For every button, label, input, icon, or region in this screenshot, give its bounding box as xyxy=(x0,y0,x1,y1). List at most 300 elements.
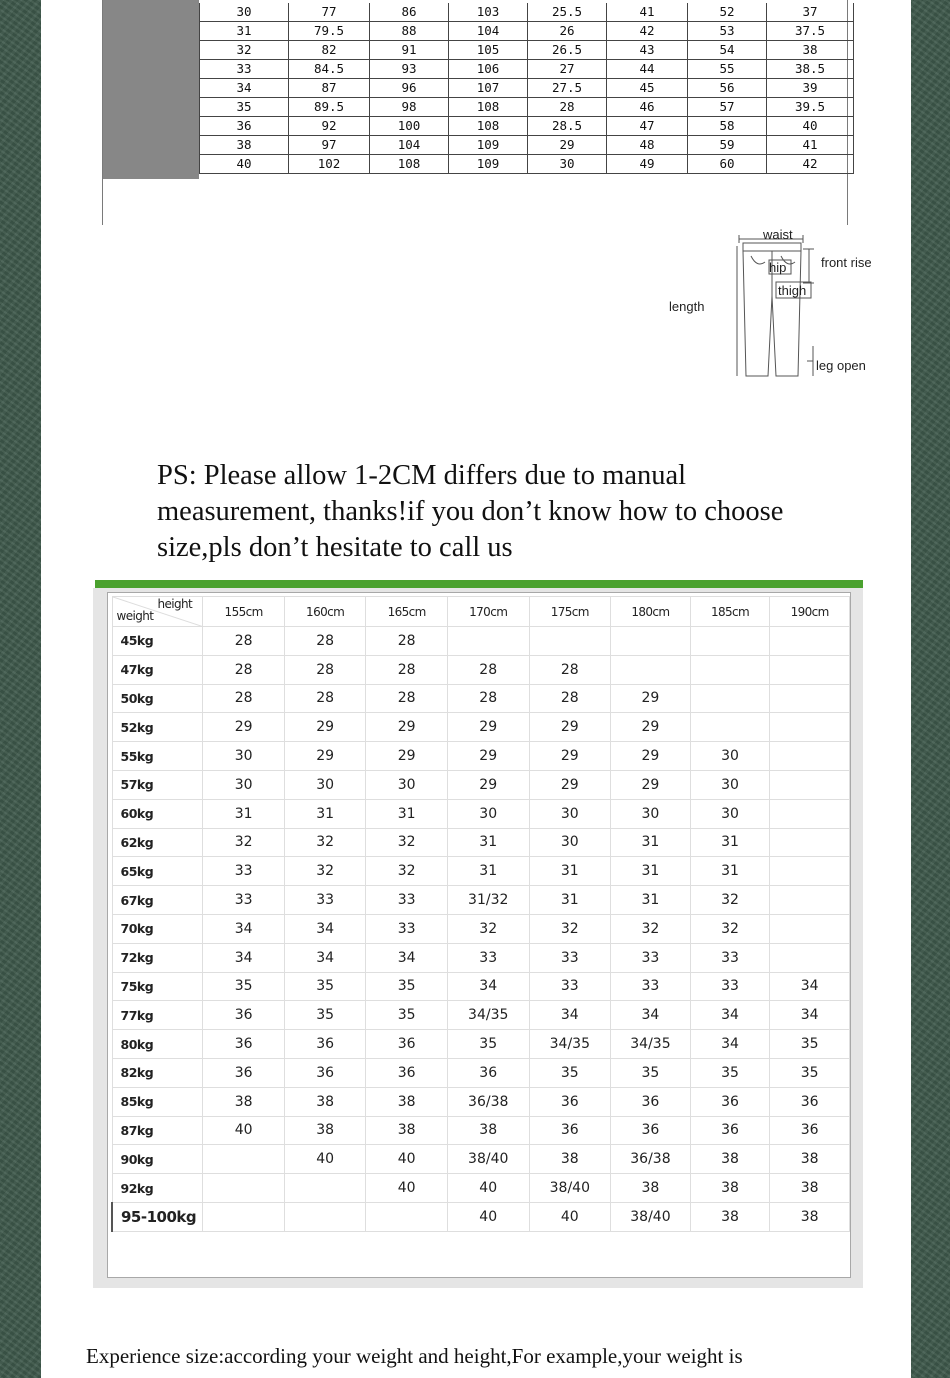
size-value-cell: 38 xyxy=(447,1116,529,1145)
size-value-cell: 35 xyxy=(284,972,366,1001)
size-value-cell: 36 xyxy=(366,1058,448,1087)
size-chart-row xyxy=(112,1087,850,1116)
measurement-cell: 102 xyxy=(289,155,370,174)
size-value-cell xyxy=(770,857,850,886)
size-value-cell: 28 xyxy=(447,655,529,684)
measurement-cell: 77 xyxy=(289,3,370,22)
size-value-cell: 38 xyxy=(366,1116,448,1145)
height-header-cell: 175cm xyxy=(529,597,611,627)
weight-label-cell: 72kg xyxy=(112,943,203,972)
measurement-cell: 108 xyxy=(370,155,449,174)
height-header-cell: 180cm xyxy=(611,597,691,627)
measurement-cell: 104 xyxy=(370,136,449,155)
weight-label-cell: 67kg xyxy=(112,886,203,915)
size-value-cell: 29 xyxy=(611,713,691,742)
hip-label: hip xyxy=(769,260,787,275)
size-value-cell: 35 xyxy=(770,1030,850,1059)
size-value-cell: 36 xyxy=(529,1116,611,1145)
height-header-cell: 155cm xyxy=(203,597,285,627)
measurement-cell: 56 xyxy=(688,79,767,98)
size-chart-row xyxy=(112,1058,850,1087)
measurement-cell: 60 xyxy=(688,155,767,174)
height-header-cell: 170cm xyxy=(447,597,529,627)
size-value-cell: 29 xyxy=(366,713,448,742)
measurement-row xyxy=(200,3,854,22)
size-value-cell: 33 xyxy=(529,972,611,1001)
measurement-row xyxy=(200,22,854,41)
weight-label-cell: 77kg xyxy=(112,1001,203,1030)
measurement-cell: 48 xyxy=(607,136,688,155)
size-value-cell: 34 xyxy=(690,1001,770,1030)
size-chart-row xyxy=(112,1174,850,1203)
measurement-cell: 86 xyxy=(370,3,449,22)
waist-label: waist xyxy=(763,227,793,242)
size-value-cell: 28 xyxy=(203,627,285,656)
measurement-cell: 106 xyxy=(449,60,528,79)
measurement-cell: 57 xyxy=(688,98,767,117)
size-value-cell: 35 xyxy=(366,1001,448,1030)
measurement-cell: 92 xyxy=(289,117,370,136)
size-value-cell xyxy=(611,627,691,656)
size-value-cell: 29 xyxy=(447,713,529,742)
size-value-cell: 38/40 xyxy=(529,1174,611,1203)
size-value-cell: 33 xyxy=(611,972,691,1001)
size-value-cell: 32 xyxy=(203,828,285,857)
measurement-cell: 105 xyxy=(449,41,528,60)
length-label: length xyxy=(669,299,705,314)
measurement-cell: 41 xyxy=(767,136,854,155)
weight-label-cell: 62kg xyxy=(112,828,203,857)
size-value-cell: 38 xyxy=(284,1116,366,1145)
size-chart-row xyxy=(112,713,850,742)
measurement-cell: 82 xyxy=(289,41,370,60)
size-value-cell: 30 xyxy=(366,770,448,799)
size-value-cell: 38/40 xyxy=(611,1202,691,1231)
size-value-cell xyxy=(203,1145,285,1174)
measurement-row xyxy=(200,117,854,136)
measurement-cell: 108 xyxy=(449,98,528,117)
size-value-cell: 36/38 xyxy=(447,1087,529,1116)
measurement-cell: 59 xyxy=(688,136,767,155)
measurement-cell: 42 xyxy=(607,22,688,41)
size-value-cell: 32 xyxy=(529,914,611,943)
size-value-cell: 38 xyxy=(366,1087,448,1116)
measurement-cell: 47 xyxy=(607,117,688,136)
size-value-cell: 40 xyxy=(366,1174,448,1203)
size-chart-table xyxy=(111,596,850,1232)
measurement-cell: 49 xyxy=(607,155,688,174)
size-value-cell: 28 xyxy=(447,684,529,713)
size-value-cell xyxy=(770,828,850,857)
size-value-cell: 38 xyxy=(690,1202,770,1231)
measurement-cell: 46 xyxy=(607,98,688,117)
measurement-cell: 109 xyxy=(449,136,528,155)
size-value-cell: 38 xyxy=(770,1202,850,1231)
size-value-cell: 32 xyxy=(690,886,770,915)
size-chart-row xyxy=(112,972,850,1001)
size-value-cell: 29 xyxy=(447,742,529,771)
size-value-cell: 36 xyxy=(611,1087,691,1116)
size-value-cell: 33 xyxy=(690,943,770,972)
size-value-cell: 40 xyxy=(529,1202,611,1231)
leg-open-label: leg open xyxy=(816,358,866,373)
size-value-cell: 28 xyxy=(203,655,285,684)
size-value-cell: 29 xyxy=(529,742,611,771)
size-value-cell: 38 xyxy=(203,1087,285,1116)
measurement-cell: 38 xyxy=(767,41,854,60)
size-value-cell xyxy=(690,684,770,713)
measurement-cell: 58 xyxy=(688,117,767,136)
measurement-cell: 91 xyxy=(370,41,449,60)
weight-label-cell: 60kg xyxy=(112,799,203,828)
size-value-cell: 34 xyxy=(690,1030,770,1059)
size-value-cell: 28 xyxy=(366,627,448,656)
size-value-cell: 35 xyxy=(366,972,448,1001)
size-value-cell: 40 xyxy=(284,1145,366,1174)
size-value-cell: 34 xyxy=(366,943,448,972)
size-value-cell: 29 xyxy=(611,770,691,799)
size-chart-row xyxy=(112,914,850,943)
measurement-cell: 36 xyxy=(200,117,289,136)
size-value-cell: 32 xyxy=(366,857,448,886)
measurement-cell: 39 xyxy=(767,79,854,98)
size-value-cell: 30 xyxy=(447,799,529,828)
measurement-cell: 84.5 xyxy=(289,60,370,79)
weight-label-cell: 92kg xyxy=(112,1174,203,1203)
size-chart-row xyxy=(112,684,850,713)
measurement-cell: 40 xyxy=(767,117,854,136)
size-value-cell xyxy=(690,627,770,656)
measurement-cell: 108 xyxy=(449,117,528,136)
measurement-cell: 39.5 xyxy=(767,98,854,117)
size-value-cell: 36 xyxy=(284,1030,366,1059)
size-chart-row xyxy=(112,742,850,771)
measurement-cell: 100 xyxy=(370,117,449,136)
size-chart-inner xyxy=(107,592,851,1278)
size-chart-row xyxy=(112,1116,850,1145)
size-value-cell: 31 xyxy=(529,857,611,886)
size-value-cell: 36 xyxy=(203,1001,285,1030)
measurement-cell: 98 xyxy=(370,98,449,117)
size-value-cell: 36 xyxy=(611,1116,691,1145)
weight-label-cell: 90kg xyxy=(112,1145,203,1174)
size-value-cell: 30 xyxy=(529,799,611,828)
size-value-cell xyxy=(770,627,850,656)
size-value-cell: 33 xyxy=(203,886,285,915)
size-value-cell: 38 xyxy=(770,1145,850,1174)
size-value-cell: 31 xyxy=(366,799,448,828)
corner-weight-label: weight xyxy=(116,609,154,623)
size-value-cell: 29 xyxy=(529,770,611,799)
size-value-cell: 36 xyxy=(447,1058,529,1087)
size-value-cell: 38/40 xyxy=(447,1145,529,1174)
size-value-cell: 34 xyxy=(203,914,285,943)
size-chart-row xyxy=(112,1145,850,1174)
size-value-cell xyxy=(770,770,850,799)
size-value-cell: 36 xyxy=(203,1030,285,1059)
size-value-cell: 36 xyxy=(203,1058,285,1087)
size-value-cell: 34 xyxy=(284,914,366,943)
size-value-cell: 38 xyxy=(770,1174,850,1203)
measurement-row xyxy=(200,136,854,155)
size-value-cell: 32 xyxy=(611,914,691,943)
page xyxy=(41,0,911,1378)
size-value-cell xyxy=(366,1202,448,1231)
size-value-cell: 33 xyxy=(366,914,448,943)
size-value-cell: 36/38 xyxy=(611,1145,691,1174)
measurement-cell: 79.5 xyxy=(289,22,370,41)
measurement-cell: 33 xyxy=(200,60,289,79)
size-chart-row xyxy=(112,627,850,656)
measurement-cell: 30 xyxy=(528,155,607,174)
size-chart-header-row xyxy=(112,597,850,627)
measurement-row xyxy=(200,155,854,174)
size-value-cell: 38 xyxy=(611,1174,691,1203)
front-rise-label: front rise xyxy=(821,255,872,270)
measurement-cell: 28.5 xyxy=(528,117,607,136)
size-value-cell xyxy=(770,886,850,915)
size-value-cell: 28 xyxy=(284,627,366,656)
size-chart-row xyxy=(112,828,850,857)
size-value-cell: 33 xyxy=(366,886,448,915)
measurement-row xyxy=(200,60,854,79)
size-value-cell: 38 xyxy=(690,1174,770,1203)
size-value-cell: 32 xyxy=(366,828,448,857)
measurement-cell: 34 xyxy=(200,79,289,98)
size-value-cell xyxy=(690,713,770,742)
size-value-cell: 29 xyxy=(611,684,691,713)
size-value-cell: 35 xyxy=(690,1058,770,1087)
weight-label-cell: 50kg xyxy=(112,684,203,713)
corner-cell xyxy=(112,597,203,627)
size-value-cell: 35 xyxy=(529,1058,611,1087)
weight-label-cell: 55kg xyxy=(112,742,203,771)
size-value-cell: 29 xyxy=(203,713,285,742)
size-value-cell: 30 xyxy=(690,742,770,771)
height-header-cell: 160cm xyxy=(284,597,366,627)
measurement-cell: 29 xyxy=(528,136,607,155)
size-value-cell xyxy=(770,914,850,943)
size-chart-row xyxy=(112,886,850,915)
chart-header-bar xyxy=(95,580,863,588)
size-value-cell: 33 xyxy=(690,972,770,1001)
size-value-cell: 29 xyxy=(529,713,611,742)
measurement-cell: 32 xyxy=(200,41,289,60)
size-value-cell: 31 xyxy=(690,857,770,886)
size-value-cell: 34 xyxy=(284,943,366,972)
size-value-cell: 34 xyxy=(770,972,850,1001)
weight-label-cell: 65kg xyxy=(112,857,203,886)
size-value-cell: 35 xyxy=(770,1058,850,1087)
measurement-cell: 109 xyxy=(449,155,528,174)
weight-label-cell: 80kg xyxy=(112,1030,203,1059)
size-value-cell: 34 xyxy=(203,943,285,972)
size-value-cell: 31 xyxy=(690,828,770,857)
size-value-cell: 32 xyxy=(690,914,770,943)
measurement-cell: 38 xyxy=(200,136,289,155)
size-value-cell: 33 xyxy=(284,886,366,915)
size-value-cell: 30 xyxy=(203,770,285,799)
measurement-cell: 38.5 xyxy=(767,60,854,79)
size-value-cell: 30 xyxy=(284,770,366,799)
size-value-cell: 40 xyxy=(366,1145,448,1174)
pants-measurement-diagram xyxy=(661,226,872,386)
measurement-cell: 55 xyxy=(688,60,767,79)
size-value-cell: 33 xyxy=(611,943,691,972)
size-value-cell: 32 xyxy=(284,828,366,857)
height-header-cell: 165cm xyxy=(366,597,448,627)
measurement-cell: 87 xyxy=(289,79,370,98)
measurement-row xyxy=(200,41,854,60)
size-value-cell: 36 xyxy=(284,1058,366,1087)
size-value-cell: 38 xyxy=(690,1145,770,1174)
size-value-cell: 30 xyxy=(203,742,285,771)
size-value-cell: 33 xyxy=(529,943,611,972)
measurement-cell: 88 xyxy=(370,22,449,41)
size-value-cell xyxy=(690,655,770,684)
size-value-cell: 32 xyxy=(284,857,366,886)
size-value-cell xyxy=(770,655,850,684)
size-value-cell: 31 xyxy=(529,886,611,915)
weight-label-cell: 57kg xyxy=(112,770,203,799)
size-value-cell: 34/35 xyxy=(447,1001,529,1030)
size-value-cell: 30 xyxy=(690,770,770,799)
measurement-cell: 28 xyxy=(528,98,607,117)
size-value-cell: 28 xyxy=(529,684,611,713)
size-value-cell: 30 xyxy=(611,799,691,828)
size-value-cell xyxy=(770,684,850,713)
size-chart-row xyxy=(112,943,850,972)
size-value-cell: 31/32 xyxy=(447,886,529,915)
corner-height-label: height xyxy=(157,597,193,611)
measurement-cell: 54 xyxy=(688,41,767,60)
size-value-cell: 29 xyxy=(447,770,529,799)
weight-label-cell: 47kg xyxy=(112,655,203,684)
measurement-cell: 26.5 xyxy=(528,41,607,60)
measurement-table xyxy=(199,3,854,174)
measurement-cell: 103 xyxy=(449,3,528,22)
measurement-cell: 97 xyxy=(289,136,370,155)
size-value-cell xyxy=(770,799,850,828)
size-value-cell: 40 xyxy=(203,1116,285,1145)
weight-label-cell: 85kg xyxy=(112,1087,203,1116)
corner-divider-icon xyxy=(113,597,204,627)
size-value-cell: 35 xyxy=(284,1001,366,1030)
size-value-cell: 34 xyxy=(611,1001,691,1030)
experience-size-text: Experience size:according your weight and height,For example,your weight is xyxy=(86,1344,743,1368)
measurement-cell: 26 xyxy=(528,22,607,41)
size-value-cell: 33 xyxy=(203,857,285,886)
size-value-cell: 36 xyxy=(690,1087,770,1116)
size-value-cell xyxy=(529,627,611,656)
measurement-cell: 27 xyxy=(528,60,607,79)
size-value-cell xyxy=(770,713,850,742)
size-chart-row xyxy=(112,770,850,799)
measurement-cell: 53 xyxy=(688,22,767,41)
size-value-cell xyxy=(203,1174,285,1203)
measurement-cell: 44 xyxy=(607,60,688,79)
measurement-cell: 45 xyxy=(607,79,688,98)
size-value-cell: 28 xyxy=(366,684,448,713)
size-value-cell: 34 xyxy=(529,1001,611,1030)
size-value-cell: 34 xyxy=(770,1001,850,1030)
weight-label-cell: 52kg xyxy=(112,713,203,742)
measurement-cell: 89.5 xyxy=(289,98,370,117)
size-value-cell: 36 xyxy=(770,1116,850,1145)
size-value-cell: 38 xyxy=(529,1145,611,1174)
size-chart-row xyxy=(112,1001,850,1030)
measurement-cell: 30 xyxy=(200,3,289,22)
size-value-cell: 36 xyxy=(770,1087,850,1116)
measurement-cell: 37.5 xyxy=(767,22,854,41)
weight-label-cell: 87kg xyxy=(112,1116,203,1145)
measurement-row xyxy=(200,79,854,98)
thigh-label: thigh xyxy=(778,283,807,298)
measurement-cell: 96 xyxy=(370,79,449,98)
size-chart-row xyxy=(112,655,850,684)
size-value-cell: 31 xyxy=(611,857,691,886)
measurement-cell: 31 xyxy=(200,22,289,41)
size-value-cell xyxy=(447,627,529,656)
size-value-cell: 29 xyxy=(284,742,366,771)
size-value-cell: 30 xyxy=(690,799,770,828)
size-value-cell xyxy=(284,1174,366,1203)
size-value-cell: 28 xyxy=(203,684,285,713)
size-value-cell: 31 xyxy=(447,828,529,857)
size-value-cell: 34 xyxy=(447,972,529,1001)
size-value-cell: 31 xyxy=(284,799,366,828)
size-value-cell: 28 xyxy=(529,655,611,684)
weight-label-cell: 75kg xyxy=(112,972,203,1001)
size-value-cell xyxy=(611,655,691,684)
size-value-cell: 28 xyxy=(366,655,448,684)
weight-label-cell: 95-100kg xyxy=(112,1202,203,1231)
measurement-cell: 27.5 xyxy=(528,79,607,98)
measurement-cell: 52 xyxy=(688,3,767,22)
size-value-cell: 36 xyxy=(366,1030,448,1059)
height-header-cell: 190cm xyxy=(770,597,850,627)
height-header-cell: 185cm xyxy=(690,597,770,627)
size-value-cell: 29 xyxy=(366,742,448,771)
size-value-cell: 31 xyxy=(447,857,529,886)
ps-note: PS: Please allow 1-2CM differs due to manual measurement, thanks!if you don’t know how to choose size,pls don’t hesitate to call us xyxy=(157,460,784,563)
weight-label-cell: 82kg xyxy=(112,1058,203,1087)
size-value-cell: 31 xyxy=(611,828,691,857)
size-value-cell: 40 xyxy=(447,1174,529,1203)
size-chart-row xyxy=(112,799,850,828)
size-value-cell: 40 xyxy=(447,1202,529,1231)
size-value-cell: 33 xyxy=(447,943,529,972)
size-value-cell: 29 xyxy=(611,742,691,771)
size-value-cell: 29 xyxy=(284,713,366,742)
measurement-cell: 37 xyxy=(767,3,854,22)
size-value-cell xyxy=(770,742,850,771)
size-value-cell: 30 xyxy=(529,828,611,857)
size-value-cell: 35 xyxy=(447,1030,529,1059)
size-value-cell xyxy=(770,943,850,972)
size-chart-row xyxy=(112,1202,850,1231)
size-value-cell: 28 xyxy=(284,655,366,684)
measurement-cell: 104 xyxy=(449,22,528,41)
size-value-cell: 34/35 xyxy=(611,1030,691,1059)
size-value-cell: 36 xyxy=(529,1087,611,1116)
measurement-cell: 41 xyxy=(607,3,688,22)
size-chart-row xyxy=(112,857,850,886)
size-value-cell xyxy=(284,1202,366,1231)
measurement-cell: 93 xyxy=(370,60,449,79)
size-chart-row xyxy=(112,1030,850,1059)
measurement-cell: 42 xyxy=(767,155,854,174)
